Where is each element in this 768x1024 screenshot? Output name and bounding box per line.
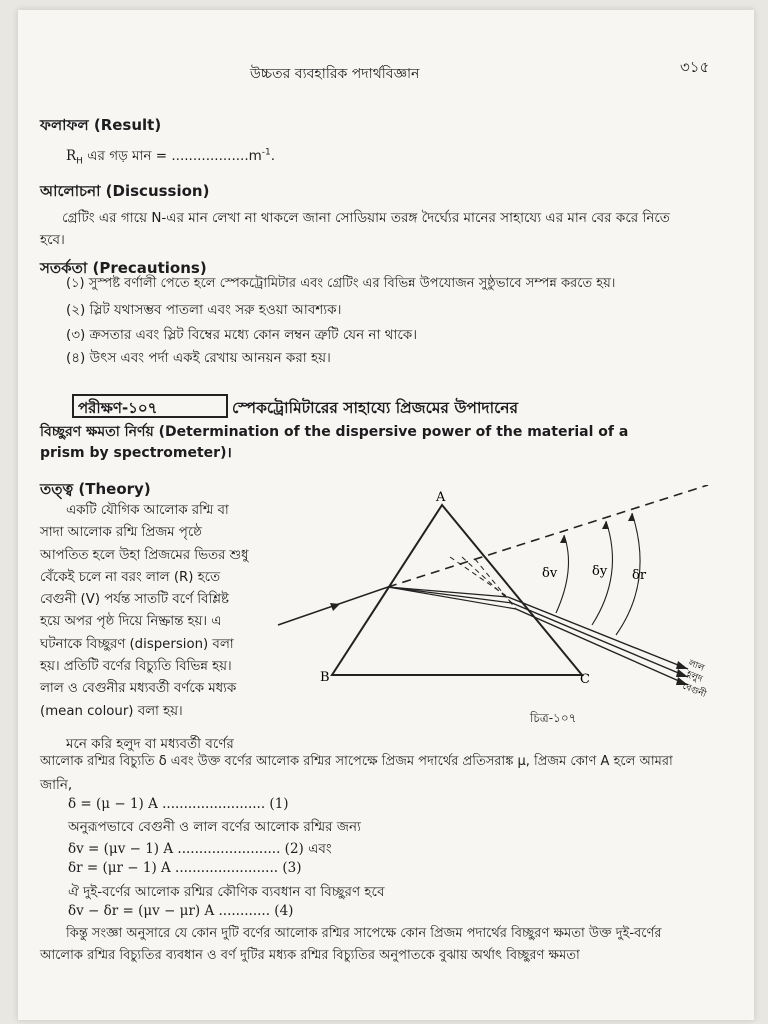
theory-line: হয়। প্রতিটি বর্ণের বিচ্যুতি বিভিন্ন হয়। — [40, 659, 232, 675]
violet-emergent — [516, 609, 688, 685]
arc-arrow — [560, 535, 567, 543]
red-emergent — [508, 597, 688, 669]
result-subscript: H — [76, 156, 83, 167]
delta-y-label: δy — [592, 564, 608, 579]
red-inside — [388, 587, 516, 609]
theory-line: (mean colour) বলা হয়। — [40, 703, 183, 719]
yellow-emergent — [512, 603, 688, 677]
discussion-line-2: হবে। — [40, 232, 65, 248]
body-line: কিন্তু সংজ্ঞা অনুসারে যে কোন দুটি বর্ণের আলোক রশ্মির সাপেক্ষে কোন প্রিজম পদার্থের বিচ্ছুরণ ক্ষমতা উক্ত দুই-বর্ণের — [66, 926, 662, 941]
ray-label-yellow: হলুদ — [684, 669, 704, 685]
theory-line: বেঁকেই চলে না বরং লাল (R) হতে — [40, 569, 220, 585]
equation-1: δ = (μ − 1) A ........................ (1) — [68, 796, 289, 812]
body-line: জানি, — [40, 777, 73, 793]
theory-heading: তত্ত্ব (Theory) — [40, 480, 151, 498]
theory-line: একটি যৌগিক আলোক রশ্মি বা — [66, 503, 229, 518]
body-line: আলোক রশ্মির বিচ্যুতি δ এবং উক্ত বর্ণের আলোক রশ্মির সাপেক্ষে প্রিজম পদার্থের প্রতিসরাঙ্ক μ, প্রিজম কোণ A হলে আমরা — [40, 754, 673, 769]
prism-dispersion-figure — [270, 485, 730, 725]
result-symbol: R — [66, 148, 77, 164]
incident-arrow — [330, 603, 340, 611]
theory-line: ঘটনাকে বিচ্ছুরণ (dispersion) বলা — [40, 636, 234, 652]
back-extension — [450, 557, 508, 597]
precaution-item: (৪) উৎস এবং পর্দা একই রেখায় আনয়ন করা হয়। — [66, 350, 331, 366]
back-extension — [475, 559, 516, 609]
arrow-head — [676, 661, 688, 669]
body-line: অনুরূপভাবে বেগুনী ও লাল বর্ণের আলোক রশ্মির জন্য — [68, 819, 361, 835]
theory-line: লাল ও বেগুনীর মধ্যবর্তী বর্ণকে মধ্যক — [40, 681, 237, 697]
result-end: . — [270, 148, 276, 164]
result-line — [66, 145, 275, 168]
experiment-label-box: পরীক্ষণ-১০৭ — [72, 394, 228, 418]
precaution-item: (২) স্লিট যথাসম্ভব পাতলা এবং সরু হওয়া আবশ্যক। — [66, 302, 342, 318]
yellow-inside — [388, 587, 512, 603]
delta-r-label: δr — [632, 568, 647, 583]
theory-line: আপতিত হলে উহা প্রিজমের ভিতর শুধু — [40, 547, 249, 563]
body-line: ঐ দুই-বর্ণের আলোক রশ্মির কৌণিক ব্যবধান বা বিচ্ছুরণ হবে — [68, 884, 385, 900]
theory-line: বেগুনী (V) পর্যন্ত সাতটি বর্ণে বিশ্লিষ্ট — [40, 592, 229, 608]
experiment-title-line-3: prism by spectrometer)। — [40, 445, 232, 461]
equation-4: δv − δr = (μv − μr) A ............ (4) — [68, 903, 294, 919]
precautions-heading: সতর্কতা (Precautions) — [40, 259, 207, 277]
discussion-heading: আলোচনা (Discussion) — [40, 182, 210, 200]
violet-inside — [388, 587, 508, 597]
precaution-item: (৩) ক্রসতার এবং স্লিট বিম্বের মধ্যে কোন লম্বন ত্রুটি যেন না থাকে। — [66, 327, 418, 343]
prism-triangle — [332, 505, 582, 675]
vertex-b-label: B — [320, 670, 330, 685]
theory-line: হয়ে অপর পৃষ্ঠ দিয়ে নিষ্ক্রান্ত হয়। এ — [40, 614, 222, 630]
arc-arrow — [602, 521, 609, 529]
delta-v-label: δv — [542, 566, 558, 581]
vertex-a-label: A — [436, 490, 446, 505]
equation-2: δv = (μv − 1) A ........................ (2) এবং — [68, 841, 332, 857]
experiment-title-line-2: বিচ্ছুরণ ক্ষমতা নির্ণয় (Determination of the dispersive power of the material of a — [40, 424, 629, 440]
delta-v-arc — [556, 535, 569, 613]
vertex-c-label: C — [580, 672, 590, 687]
theory-line: সাদা আলোক রশ্মি প্রিজম পৃষ্ঠে — [40, 525, 202, 541]
precaution-item: (১) সুস্পষ্ট বর্ণালী পেতে হলে স্পেকট্রোমিটার এবং গ্রেটিং এর বিভিন্ন উপযোজন সুষ্ঠুভাবে সম্পন্ন করতে হয়। — [66, 276, 616, 291]
page-number: ৩১৫ — [680, 58, 710, 76]
ray-label-violet: বেগুনী — [680, 681, 708, 700]
result-text: এর গড় মান = ..................m — [82, 148, 262, 164]
theory-paragraph — [40, 500, 276, 723]
body-line: আলোক রশ্মির বিচ্যুতির ব্যবধান ও বর্ণ দুটির মধ্যক রশ্মির বিচ্যুতির অনুপাতকে বুঝায় অর্থাৎ বিচ্ছুরণ ক্ষমতা — [40, 948, 580, 963]
equation-3: δr = (μr − 1) A ........................ (3) — [68, 860, 302, 876]
arc-arrow — [628, 513, 635, 521]
discussion-line-1: গ্রেটিং এর গায়ে N-এর মান লেখা না থাকলে জানা সোডিয়াম তরঙ্গ দৈর্ঘ্যের মানের সাহায্যে এর মান বের করে নিতে — [62, 210, 670, 226]
result-heading: ফলাফল (Result) — [40, 116, 162, 134]
figure-caption: চিত্র-১০৭ — [530, 711, 577, 725]
result-superscript: -1 — [261, 147, 271, 158]
running-header: উচ্চতর ব্যবহারিক পদার্থবিজ্ঞান — [250, 66, 420, 82]
ray-label-red: লাল — [686, 658, 706, 674]
body-line: মনে করি হলুদ বা মধ্যবর্তী বর্ণের — [66, 736, 234, 752]
experiment-title-line-1: স্পেকট্রোমিটারের সাহায্যে প্রিজমের উপাদানের — [232, 399, 519, 417]
